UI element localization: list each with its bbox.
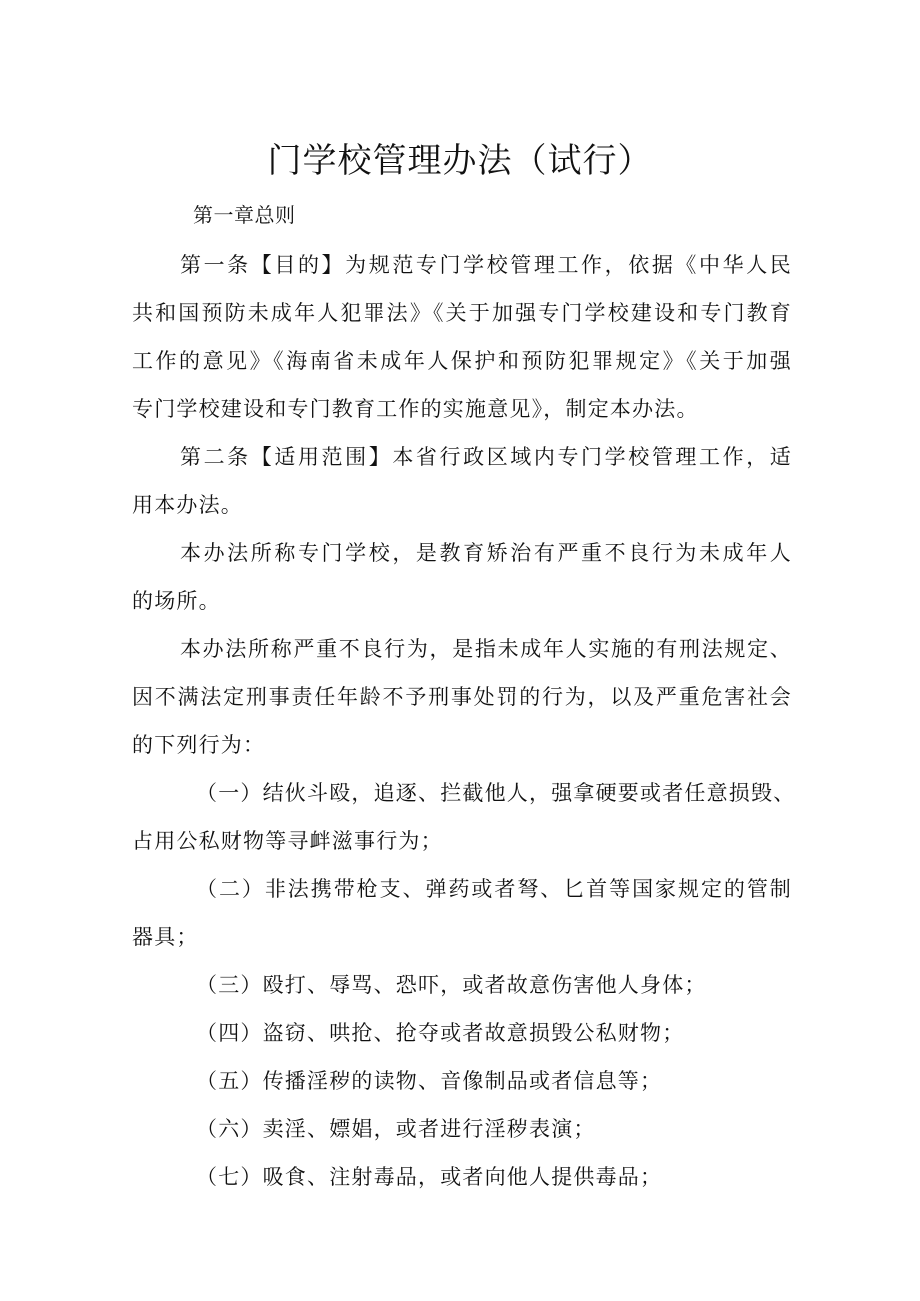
list-item-line: （三）殴打、辱骂、恐吓，或者故意伤害他人身体； — [196, 973, 707, 997]
list-item-line: （七）吸食、注射毒品，或者向他人提供毒品； — [196, 1165, 663, 1189]
document-title: 门学校管理办法（试行） — [267, 141, 653, 181]
paragraph-line: 本办法所称严重不良行为，是指未成年人实施的有刑法规定、 — [180, 637, 792, 661]
list-item-line: （一）结伙斗殴，追逐、拦截他人，强拿硬要或者任意损毁、 — [196, 781, 796, 805]
paragraph-line: 的场所。 — [132, 589, 221, 613]
list-item-line: 占用公私财物等寻衅滋事行为； — [132, 829, 443, 853]
paragraph-line: 专门学校建设和专门教育工作的实施意见》，制定本办法。 — [132, 397, 699, 421]
paragraph-line: 用本办法。 — [132, 493, 243, 517]
paragraph-line: 第二条【适用范围】本省行政区域内专门学校管理工作，适 — [180, 445, 792, 469]
paragraph-line: 第一条【目的】为规范专门学校管理工作，依据《中华人民 — [180, 253, 792, 277]
list-item-line: （二）非法携带枪支、弹药或者弩、匕首等国家规定的管制 — [196, 877, 792, 901]
paragraph-line: 工作的意见》《海南省未成年人保护和预防犯罪规定》《关于加强 — [132, 349, 792, 373]
list-item-line: （六）卖淫、嫖娼，或者进行淫秽表演； — [196, 1117, 596, 1141]
paragraph-line: 本办法所称专门学校，是教育矫治有严重不良行为未成年人 — [180, 541, 792, 565]
list-item-line: 器具； — [132, 925, 199, 949]
chapter-heading: 第一章总则 — [193, 203, 296, 227]
list-item-line: （四）盗窃、哄抢、抢夺或者故意损毁公私财物； — [196, 1021, 685, 1045]
paragraph-line: 因不满法定刑事责任年龄不予刑事处罚的行为，以及严重危害社会 — [132, 685, 792, 709]
list-item-line: （五）传播淫秽的读物、音像制品或者信息等； — [196, 1069, 663, 1093]
paragraph-line: 的下列行为： — [132, 733, 266, 757]
paragraph-line: 共和国预防未成年人犯罪法》《关于加强专门学校建设和专门教育 — [132, 301, 792, 325]
